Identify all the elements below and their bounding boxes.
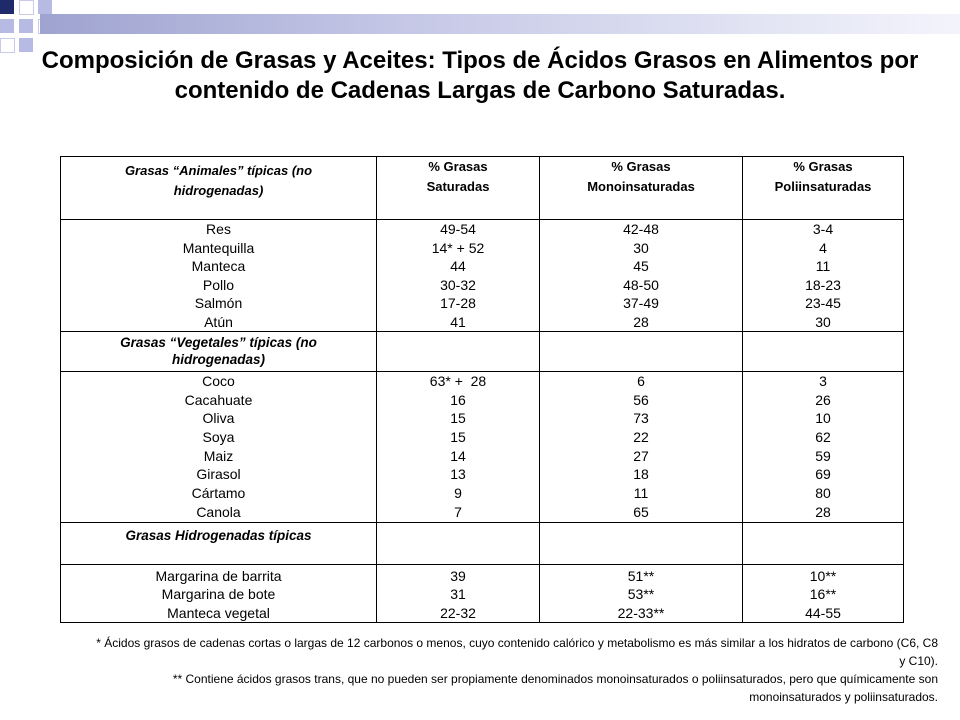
sat-value: 17-28	[440, 295, 476, 311]
lavender-square	[38, 0, 52, 14]
sat-value: 30-32	[440, 276, 476, 293]
poly-value: 30	[815, 313, 831, 330]
food-name: Atún	[204, 313, 233, 330]
food-name: Manteca vegetal	[167, 604, 270, 621]
poly-value: 26	[815, 391, 831, 408]
mono-value: 45	[633, 258, 649, 274]
table-row-hydro	[61, 564, 904, 623]
hydro-sat-cell	[377, 564, 540, 623]
animal-mono-cell	[540, 220, 743, 332]
mono-value: 27	[633, 447, 649, 464]
sat-value: 14	[450, 447, 466, 464]
sat-value: 15	[450, 429, 466, 446]
vegetal-mono-cell	[540, 372, 743, 523]
mono-value: 65	[633, 503, 649, 520]
sat-value: 15	[450, 410, 466, 427]
food-name: Canola	[196, 503, 241, 520]
animal-poly-cell	[743, 220, 904, 332]
hydro-names-cell	[61, 564, 377, 623]
food-name: Cártamo	[191, 485, 246, 502]
poly-value: 80	[815, 485, 831, 502]
navy-square	[0, 0, 14, 14]
food-name: Pollo	[202, 276, 235, 293]
table-section-header-hydro	[61, 522, 904, 564]
empty-cell	[540, 522, 743, 564]
food-name: Mantequilla	[182, 239, 255, 256]
header-gradient-bar	[40, 14, 960, 34]
food-name: Manteca	[191, 258, 246, 274]
poly-value: 3-4	[812, 221, 834, 237]
mono-value: 53**	[627, 586, 655, 602]
hydro-poly-cell	[743, 564, 904, 623]
header-monounsaturated: % Grasas Monoinsaturadas	[540, 157, 743, 220]
sat-value: 49-54	[440, 221, 476, 237]
mono-value: 6	[637, 373, 645, 389]
animal-sat-cell	[377, 220, 540, 332]
header-hydrogenated-fats: Grasas Hidrogenadas típicas	[61, 522, 377, 564]
sat-value: 22-32	[440, 604, 476, 621]
poly-value: 3	[819, 373, 827, 389]
mono-value: 11	[633, 485, 649, 502]
lavender-square	[19, 19, 33, 33]
table-header-row	[61, 157, 904, 220]
white-square	[0, 38, 15, 53]
lavender-square	[19, 38, 33, 52]
poly-value: 16**	[809, 586, 837, 602]
sat-value: 31	[450, 586, 466, 602]
food-name: Oliva	[202, 410, 235, 427]
hydro-mono-cell	[540, 564, 743, 623]
sat-value: 14* + 52	[431, 239, 485, 256]
poly-value: 28	[815, 503, 831, 520]
food-name: Girasol	[196, 466, 241, 483]
food-name: Res	[206, 221, 231, 237]
mono-value: 73	[633, 410, 649, 427]
empty-cell	[377, 522, 540, 564]
footnote-short-chains: * Ácidos grasos de cadenas cortas o largas de 12 carbonos o menos, cuyo contenido calórico y metabolismo es más similar a los hidratos de carbono (C6, C8 y C10).	[96, 636, 938, 668]
mono-value: 22-33**	[617, 604, 665, 621]
poly-value: 59	[815, 447, 831, 464]
food-name: Coco	[202, 373, 235, 389]
poly-value: 18-23	[805, 276, 841, 293]
mono-value: 30	[633, 239, 649, 256]
mono-value: 48-50	[623, 276, 659, 293]
mono-value: 22	[633, 429, 649, 446]
header-animal-fats: Grasas “Animales” típicas (no hidrogenadas)	[61, 157, 377, 220]
food-name: Soya	[202, 429, 235, 446]
poly-value: 44-55	[805, 604, 841, 621]
header-saturated: % Grasas Saturadas	[377, 157, 540, 220]
header-polyunsaturated: % Grasas Poliinsaturadas	[743, 157, 904, 220]
header-vegetable-fats: Grasas “Vegetales” típicas (no hidrogenadas)	[61, 332, 377, 372]
sat-value: 16	[450, 391, 466, 408]
poly-value: 11	[815, 258, 831, 274]
table-row-vegetal	[61, 372, 904, 523]
empty-cell	[540, 332, 743, 372]
mono-value: 28	[633, 313, 649, 330]
poly-value: 10**	[809, 567, 837, 584]
empty-cell	[743, 332, 904, 372]
empty-cell	[377, 332, 540, 372]
animal-names-cell	[61, 220, 377, 332]
sat-value: 39	[450, 567, 466, 584]
food-name: Maiz	[203, 447, 234, 464]
food-name: Margarina de barrita	[155, 567, 282, 584]
poly-value: 4	[819, 239, 827, 256]
mono-value: 42-48	[623, 221, 659, 237]
food-name: Cacahuate	[184, 391, 253, 408]
page-title: Composición de Grasas y Aceites: Tipos de Ácidos Grasos en Alimentos por contenido de Cadenas Largas de Carbono Saturadas.	[41, 47, 919, 104]
sat-value: 63* + 28	[429, 373, 487, 389]
footnotes	[90, 634, 938, 706]
food-name: Margarina de bote	[161, 586, 276, 602]
mono-value: 37-49	[623, 295, 659, 311]
lavender-square	[0, 19, 14, 33]
mono-value: 56	[633, 391, 649, 408]
sat-value: 13	[450, 466, 466, 483]
poly-value: 62	[815, 429, 831, 446]
mono-value: 51**	[627, 567, 655, 584]
food-name: Salmón	[194, 295, 243, 311]
poly-value: 10	[815, 410, 831, 427]
table-section-header-vegetal	[61, 332, 904, 372]
sat-value: 41	[450, 313, 466, 330]
poly-value: 23-45	[805, 295, 841, 311]
poly-value: 69	[815, 466, 831, 483]
vegetal-sat-cell	[377, 372, 540, 523]
sat-value: 7	[454, 503, 462, 520]
white-square	[19, 0, 34, 15]
empty-cell	[743, 522, 904, 564]
sat-value: 44	[450, 258, 466, 274]
footnote-trans-fats: ** Contiene ácidos grasos trans, que no pueden ser propiamente denominados monoinsaturados o poliinsaturados, pero que químicamente son monoinsaturados y poliinsaturados.	[172, 672, 938, 704]
vegetal-names-cell	[61, 372, 377, 523]
table-row-animal	[61, 220, 904, 332]
sat-value: 9	[454, 485, 462, 502]
mono-value: 18	[633, 466, 649, 483]
fat-composition-table	[60, 156, 904, 623]
vegetal-poly-cell	[743, 372, 904, 523]
